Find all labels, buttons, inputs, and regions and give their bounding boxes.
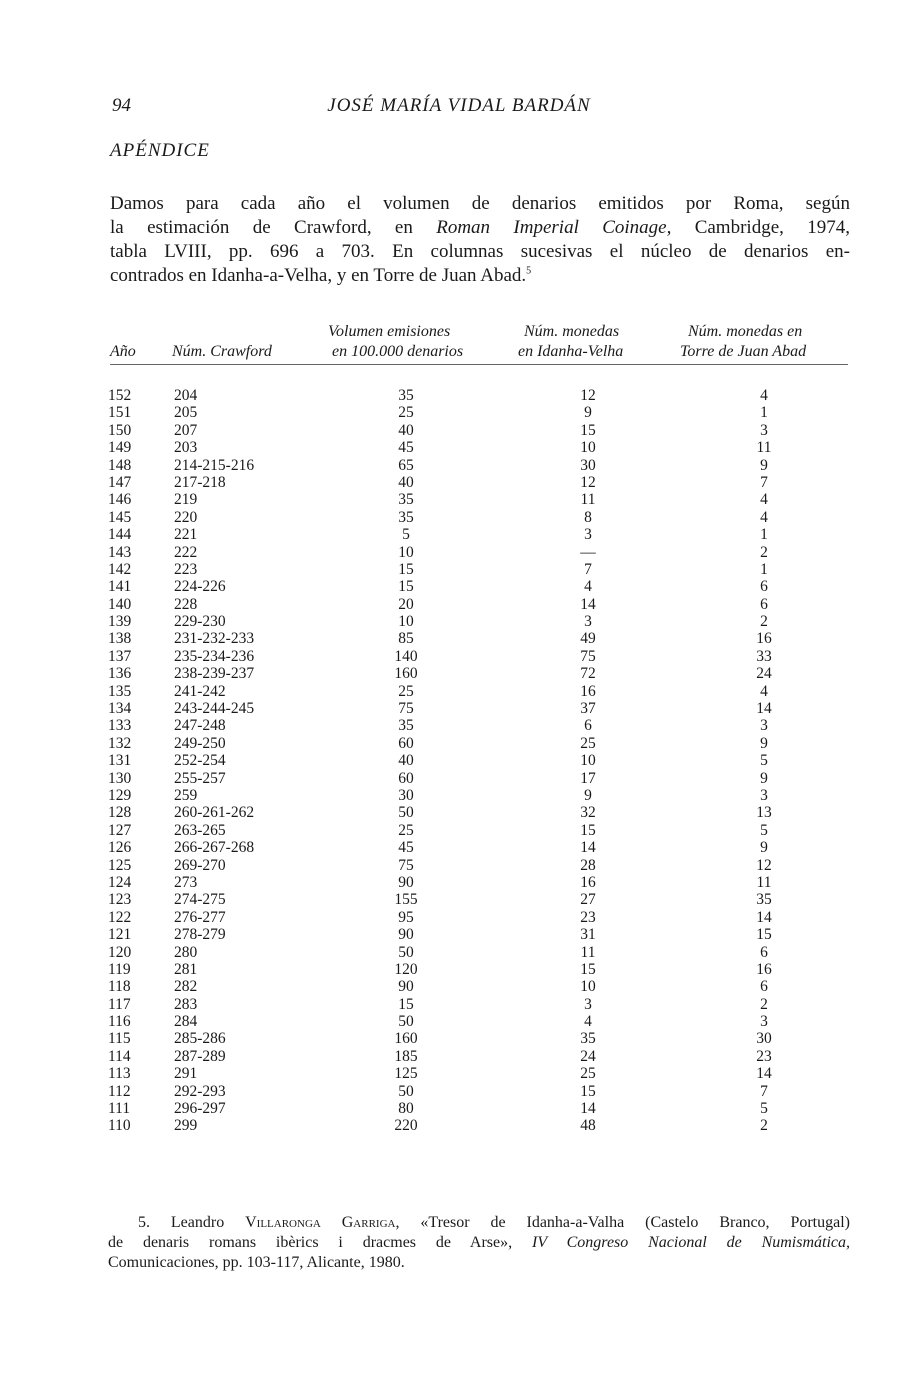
page-number: 94 xyxy=(112,95,131,116)
idanha-count-cell: 11 xyxy=(580,491,596,509)
crawford-number-cell: 280 xyxy=(174,943,198,961)
intro-text: Cambridge, 1974, xyxy=(671,217,850,238)
running-head-author: JOSÉ MARÍA VIDAL BARDÁN xyxy=(327,95,591,116)
year-cell: 127 xyxy=(108,821,132,839)
table-row xyxy=(0,752,918,769)
table-row xyxy=(0,596,918,613)
idanha-count-cell: 35 xyxy=(580,1030,596,1048)
volume-cell: 160 xyxy=(394,665,418,683)
volume-cell: 95 xyxy=(398,908,414,926)
volume-cell: 5 xyxy=(402,526,410,544)
table-row xyxy=(0,839,918,856)
year-cell: 126 xyxy=(108,839,132,857)
table-row xyxy=(0,1100,918,1117)
crawford-number-cell: 205 xyxy=(174,404,198,422)
year-cell: 152 xyxy=(108,387,132,404)
idanha-count-cell: 3 xyxy=(584,995,592,1013)
footnote-line xyxy=(108,1233,850,1253)
table-row xyxy=(0,422,918,439)
crawford-number-cell: 266-267-268 xyxy=(174,839,255,857)
idanha-header-line2: en Idanha-Velha xyxy=(518,343,624,360)
crawford-number-cell: 243-244-245 xyxy=(174,700,255,718)
volume-cell: 125 xyxy=(394,1065,418,1083)
idanha-count-cell: 15 xyxy=(580,1082,596,1100)
volume-cell: 25 xyxy=(398,404,414,422)
idanha-count-cell: 16 xyxy=(580,682,596,700)
crawford-number-cell: 291 xyxy=(174,1065,198,1083)
year-cell: 137 xyxy=(108,647,132,665)
table-row xyxy=(0,1065,918,1082)
crawford-number-cell: 287-289 xyxy=(174,1047,226,1065)
table-row xyxy=(0,613,918,630)
idanha-count-cell: 10 xyxy=(580,439,596,457)
table-row xyxy=(0,491,918,508)
volume-cell: 60 xyxy=(398,734,414,752)
torre-count-cell: 4 xyxy=(760,387,768,404)
torre-count-cell: 24 xyxy=(756,665,772,683)
intro-line xyxy=(110,264,850,288)
year-cell: 130 xyxy=(108,769,132,787)
volume-cell: 50 xyxy=(398,1013,414,1031)
idanha-count-cell: 7 xyxy=(584,560,592,578)
footnote-line xyxy=(108,1213,850,1233)
torre-header-line1: Núm. monedas en xyxy=(688,323,803,340)
crawford-number-cell: 292-293 xyxy=(174,1082,226,1100)
footnote xyxy=(108,1213,850,1273)
torre-header-line2: Torre de Juan Abad xyxy=(680,343,807,360)
year-cell: 128 xyxy=(108,804,132,822)
torre-count-cell: 13 xyxy=(756,804,772,822)
year-cell: 117 xyxy=(108,995,131,1013)
crawford-number-cell: 281 xyxy=(174,960,198,978)
crawford-number-cell: 238-239-237 xyxy=(174,665,255,683)
idanha-count-cell: 12 xyxy=(580,473,596,491)
year-cell: 110 xyxy=(108,1117,131,1135)
idanha-count-cell: 14 xyxy=(580,839,596,857)
table-row xyxy=(0,1030,918,1047)
crawford-number-cell: 222 xyxy=(174,543,198,561)
year-cell: 144 xyxy=(108,526,132,544)
crawford-number-cell: 231-232-233 xyxy=(174,630,255,648)
year-cell: 135 xyxy=(108,682,132,700)
torre-count-cell: 9 xyxy=(760,839,768,857)
crawford-number-cell: 252-254 xyxy=(174,752,226,770)
torre-count-cell: 15 xyxy=(756,926,772,944)
idanha-count-cell: 4 xyxy=(584,578,592,596)
volume-cell: 25 xyxy=(398,682,414,700)
idanha-count-cell: 9 xyxy=(584,786,592,804)
volume-cell: 45 xyxy=(398,839,414,857)
table-row xyxy=(0,717,918,734)
intro-paragraph xyxy=(110,192,850,288)
idanha-count-cell: 75 xyxy=(580,647,596,665)
table-row xyxy=(0,561,918,578)
crawford-number-cell: 282 xyxy=(174,978,198,996)
crawford-number-cell: 207 xyxy=(174,421,198,439)
torre-count-cell: 23 xyxy=(756,1047,772,1065)
table-row xyxy=(0,770,918,787)
table-row xyxy=(0,648,918,665)
cited-work-title: Roman Imperial Coinage, xyxy=(436,217,672,238)
idanha-count-cell: 6 xyxy=(584,717,592,735)
intro-line xyxy=(110,216,850,240)
volume-cell: 90 xyxy=(398,873,414,891)
year-cell: 136 xyxy=(108,665,132,683)
volume-cell: 35 xyxy=(398,491,414,509)
table-row xyxy=(0,1013,918,1030)
footnote-author-first: Leandro xyxy=(170,1214,225,1231)
crawford-number-cell: 214-215-216 xyxy=(174,456,255,474)
table-row xyxy=(0,457,918,474)
crawford-header: Núm. Crawford xyxy=(172,343,272,360)
crawford-number-cell: 224-226 xyxy=(174,578,226,596)
table-row xyxy=(0,926,918,943)
volume-cell: 185 xyxy=(394,1047,418,1065)
idanha-count-cell: 28 xyxy=(580,856,596,874)
torre-header xyxy=(680,322,806,362)
crawford-number-cell: 259 xyxy=(174,786,198,804)
idanha-count-cell: — xyxy=(580,543,596,561)
torre-count-cell: 5 xyxy=(760,821,768,839)
crawford-number-cell: 235-234-236 xyxy=(174,647,255,665)
idanha-count-cell: 11 xyxy=(580,943,596,961)
torre-count-cell: 3 xyxy=(760,786,768,804)
table-row xyxy=(0,683,918,700)
torre-count-cell: 1 xyxy=(760,404,768,422)
year-cell: 114 xyxy=(108,1047,131,1065)
volume-header xyxy=(328,322,463,362)
crawford-number-cell: 278-279 xyxy=(174,926,226,944)
table-row xyxy=(0,387,918,404)
year-cell: 133 xyxy=(108,717,132,735)
crawford-number-cell: 269-270 xyxy=(174,856,226,874)
table-row xyxy=(0,700,918,717)
year-cell: 124 xyxy=(108,873,132,891)
table-row xyxy=(0,944,918,961)
torre-count-cell: 2 xyxy=(760,543,768,561)
section-title: APÉNDICE xyxy=(110,140,210,161)
idanha-count-cell: 3 xyxy=(584,613,592,631)
table-row xyxy=(0,909,918,926)
volume-cell: 35 xyxy=(398,508,414,526)
volume-cell: 75 xyxy=(398,700,414,718)
volume-cell: 10 xyxy=(398,613,414,631)
crawford-number-cell: 221 xyxy=(174,526,198,544)
idanha-count-cell: 31 xyxy=(580,926,596,944)
table-row xyxy=(0,874,918,891)
volume-cell: 50 xyxy=(398,804,414,822)
year-cell: 150 xyxy=(108,421,132,439)
year-cell: 121 xyxy=(108,926,132,944)
idanha-count-cell: 17 xyxy=(580,769,596,787)
crawford-number-cell: 247-248 xyxy=(174,717,226,735)
idanha-count-cell: 25 xyxy=(580,734,596,752)
torre-count-cell: 1 xyxy=(760,526,768,544)
torre-count-cell: 7 xyxy=(760,473,768,491)
intro-text: la estimación de Crawford, en xyxy=(110,217,437,238)
volume-cell: 120 xyxy=(394,960,418,978)
table-row xyxy=(0,735,918,752)
table-row xyxy=(0,526,918,543)
crawford-number-cell: 273 xyxy=(174,873,198,891)
idanha-count-cell: 27 xyxy=(580,891,596,909)
crawford-number-cell: 219 xyxy=(174,491,198,509)
volume-cell: 75 xyxy=(398,856,414,874)
torre-count-cell: 16 xyxy=(756,630,772,648)
idanha-header-line1: Núm. monedas xyxy=(524,323,620,340)
idanha-count-cell: 8 xyxy=(584,508,592,526)
idanha-count-cell: 4 xyxy=(584,1013,592,1031)
volume-cell: 15 xyxy=(398,995,414,1013)
year-cell: 111 xyxy=(108,1100,131,1118)
crawford-number-cell: 228 xyxy=(174,595,198,613)
table-row xyxy=(0,630,918,647)
idanha-count-cell: 9 xyxy=(584,404,592,422)
idanha-header xyxy=(518,322,623,362)
table-row xyxy=(0,665,918,682)
year-cell: 141 xyxy=(108,578,132,596)
crawford-number-cell: 217-218 xyxy=(174,473,226,491)
table-row xyxy=(0,996,918,1013)
table-row xyxy=(0,439,918,456)
volume-cell: 80 xyxy=(398,1100,414,1118)
torre-count-cell: 14 xyxy=(756,700,772,718)
torre-count-cell: 16 xyxy=(756,960,772,978)
volume-cell: 155 xyxy=(394,891,418,909)
year-cell: 129 xyxy=(108,786,132,804)
idanha-count-cell: 12 xyxy=(580,387,596,404)
crawford-number-cell: 263-265 xyxy=(174,821,226,839)
year-cell: 151 xyxy=(108,404,132,422)
torre-count-cell: 4 xyxy=(760,491,768,509)
torre-count-cell: 9 xyxy=(760,769,768,787)
crawford-number-cell: 220 xyxy=(174,508,198,526)
year-cell: 132 xyxy=(108,734,132,752)
footnote-text: de denaris romans ibèrics i dracmes de Arse», xyxy=(108,1234,532,1251)
table-row xyxy=(0,891,918,908)
intro-line: tabla LVIII, pp. 696 a 703. En columnas sucesivas el núcleo de denarios en- xyxy=(110,241,850,262)
table-row xyxy=(0,1117,918,1134)
table-row xyxy=(0,787,918,804)
volume-cell: 25 xyxy=(398,821,414,839)
year-cell: 115 xyxy=(108,1030,131,1048)
idanha-count-cell: 14 xyxy=(580,1100,596,1118)
idanha-count-cell: 49 xyxy=(580,630,596,648)
torre-count-cell: 9 xyxy=(760,456,768,474)
idanha-count-cell: 25 xyxy=(580,1065,596,1083)
footnote-number: 5. xyxy=(138,1214,150,1231)
crawford-number-cell: 299 xyxy=(174,1117,198,1135)
torre-count-cell: 7 xyxy=(760,1082,768,1100)
torre-count-cell: 2 xyxy=(760,1117,768,1135)
year-cell: 112 xyxy=(108,1082,131,1100)
idanha-count-cell: 14 xyxy=(580,595,596,613)
table-row xyxy=(0,509,918,526)
crawford-number-cell: 276-277 xyxy=(174,908,226,926)
idanha-count-cell: 48 xyxy=(580,1117,596,1135)
year-cell: 145 xyxy=(108,508,132,526)
table-row xyxy=(0,1083,918,1100)
intro-line: Damos para cada año el volumen de denarios emitidos por Roma, según xyxy=(110,193,850,214)
header-rule xyxy=(110,364,848,365)
volume-header-line1: Volumen emisiones xyxy=(328,323,451,340)
idanha-count-cell: 15 xyxy=(580,821,596,839)
volume-cell: 65 xyxy=(398,456,414,474)
idanha-count-cell: 32 xyxy=(580,804,596,822)
year-cell: 134 xyxy=(108,700,132,718)
torre-count-cell: 2 xyxy=(760,613,768,631)
table-row xyxy=(0,544,918,561)
torre-count-cell: 14 xyxy=(756,1065,772,1083)
footnote-cited-title: IV Congreso Nacional de Numismática, xyxy=(531,1234,851,1251)
volume-cell: 35 xyxy=(398,717,414,735)
table-row xyxy=(0,804,918,821)
idanha-count-cell: 15 xyxy=(580,960,596,978)
crawford-number-cell: 203 xyxy=(174,439,198,457)
year-cell: 148 xyxy=(108,456,132,474)
volume-cell: 220 xyxy=(394,1117,418,1135)
torre-count-cell: 5 xyxy=(760,1100,768,1118)
intro-text: contrados en Idanha-a-Velha, y en Torre de Juan Abad. xyxy=(110,265,527,286)
year-cell: 118 xyxy=(108,978,131,996)
torre-count-cell: 30 xyxy=(756,1030,772,1048)
idanha-count-cell: 10 xyxy=(580,978,596,996)
volume-header-line2: en 100.000 denarios xyxy=(332,343,464,360)
year-cell: 113 xyxy=(108,1065,131,1083)
volume-cell: 15 xyxy=(398,560,414,578)
torre-count-cell: 9 xyxy=(760,734,768,752)
torre-count-cell: 14 xyxy=(756,908,772,926)
year-cell: 131 xyxy=(108,752,132,770)
table-row xyxy=(0,578,918,595)
torre-count-cell: 33 xyxy=(756,647,772,665)
idanha-count-cell: 3 xyxy=(584,526,592,544)
year-cell: 139 xyxy=(108,613,132,631)
table-row xyxy=(0,1048,918,1065)
crawford-number-cell: 283 xyxy=(174,995,198,1013)
idanha-count-cell: 24 xyxy=(580,1047,596,1065)
year-cell: 116 xyxy=(108,1013,131,1031)
torre-count-cell: 4 xyxy=(760,508,768,526)
torre-count-cell: 3 xyxy=(760,1013,768,1031)
table-row xyxy=(0,978,918,995)
torre-count-cell: 6 xyxy=(760,943,768,961)
idanha-count-cell: 72 xyxy=(580,665,596,683)
torre-count-cell: 6 xyxy=(760,978,768,996)
volume-cell: 50 xyxy=(398,943,414,961)
data-table xyxy=(0,387,918,1135)
table-row xyxy=(0,404,918,421)
year-cell: 140 xyxy=(108,595,132,613)
idanha-count-cell: 10 xyxy=(580,752,596,770)
crawford-number-cell: 229-230 xyxy=(174,613,226,631)
volume-cell: 35 xyxy=(398,387,414,404)
crawford-number-cell: 260-261-262 xyxy=(174,804,255,822)
volume-cell: 160 xyxy=(394,1030,418,1048)
torre-count-cell: 11 xyxy=(756,873,772,891)
crawford-number-cell: 249-250 xyxy=(174,734,226,752)
year-cell: 125 xyxy=(108,856,132,874)
volume-cell: 15 xyxy=(398,578,414,596)
year-cell: 122 xyxy=(108,908,132,926)
idanha-count-cell: 15 xyxy=(580,421,596,439)
torre-count-cell: 5 xyxy=(760,752,768,770)
crawford-number-cell: 296-297 xyxy=(174,1100,226,1118)
torre-count-cell: 1 xyxy=(760,560,768,578)
crawford-number-cell: 223 xyxy=(174,560,198,578)
volume-cell: 40 xyxy=(398,473,414,491)
year-cell: 119 xyxy=(108,960,131,978)
year-cell: 147 xyxy=(108,473,132,491)
torre-count-cell: 12 xyxy=(756,856,772,874)
crawford-number-cell: 285-286 xyxy=(174,1030,226,1048)
footnote-author-last: Villaronga Garriga xyxy=(245,1214,396,1231)
volume-cell: 90 xyxy=(398,926,414,944)
volume-cell: 30 xyxy=(398,786,414,804)
footnote-line: Comunicaciones, pp. 103-117, Alicante, 1980. xyxy=(108,1254,405,1271)
crawford-number-cell: 204 xyxy=(174,387,198,404)
footnote-reference: 5 xyxy=(526,265,532,277)
idanha-count-cell: 30 xyxy=(580,456,596,474)
volume-cell: 40 xyxy=(398,752,414,770)
volume-cell: 45 xyxy=(398,439,414,457)
torre-count-cell: 2 xyxy=(760,995,768,1013)
torre-count-cell: 35 xyxy=(756,891,772,909)
table-row xyxy=(0,474,918,491)
table-row xyxy=(0,857,918,874)
crawford-number-cell: 284 xyxy=(174,1013,198,1031)
volume-cell: 20 xyxy=(398,595,414,613)
volume-cell: 10 xyxy=(398,543,414,561)
year-cell: 146 xyxy=(108,491,132,509)
year-cell: 123 xyxy=(108,891,132,909)
year-header: Año xyxy=(110,343,136,360)
crawford-number-cell: 241-242 xyxy=(174,682,226,700)
year-cell: 143 xyxy=(108,543,132,561)
table-row xyxy=(0,822,918,839)
year-cell: 142 xyxy=(108,560,132,578)
year-cell: 138 xyxy=(108,630,132,648)
torre-count-cell: 3 xyxy=(760,421,768,439)
idanha-count-cell: 16 xyxy=(580,873,596,891)
footnote-text: , «Tresor de Idanha-a-Valha (Castelo Branco, Portugal) xyxy=(395,1214,850,1231)
volume-cell: 50 xyxy=(398,1082,414,1100)
torre-count-cell: 11 xyxy=(756,439,772,457)
volume-cell: 85 xyxy=(398,630,414,648)
volume-cell: 40 xyxy=(398,421,414,439)
volume-cell: 60 xyxy=(398,769,414,787)
volume-cell: 90 xyxy=(398,978,414,996)
idanha-count-cell: 23 xyxy=(580,908,596,926)
crawford-number-cell: 255-257 xyxy=(174,769,226,787)
year-cell: 120 xyxy=(108,943,132,961)
crawford-number-cell: 274-275 xyxy=(174,891,226,909)
torre-count-cell: 4 xyxy=(760,682,768,700)
torre-count-cell: 6 xyxy=(760,595,768,613)
torre-count-cell: 3 xyxy=(760,717,768,735)
year-cell: 149 xyxy=(108,439,132,457)
idanha-count-cell: 37 xyxy=(580,700,596,718)
table-row xyxy=(0,961,918,978)
volume-cell: 140 xyxy=(394,647,418,665)
torre-count-cell: 6 xyxy=(760,578,768,596)
